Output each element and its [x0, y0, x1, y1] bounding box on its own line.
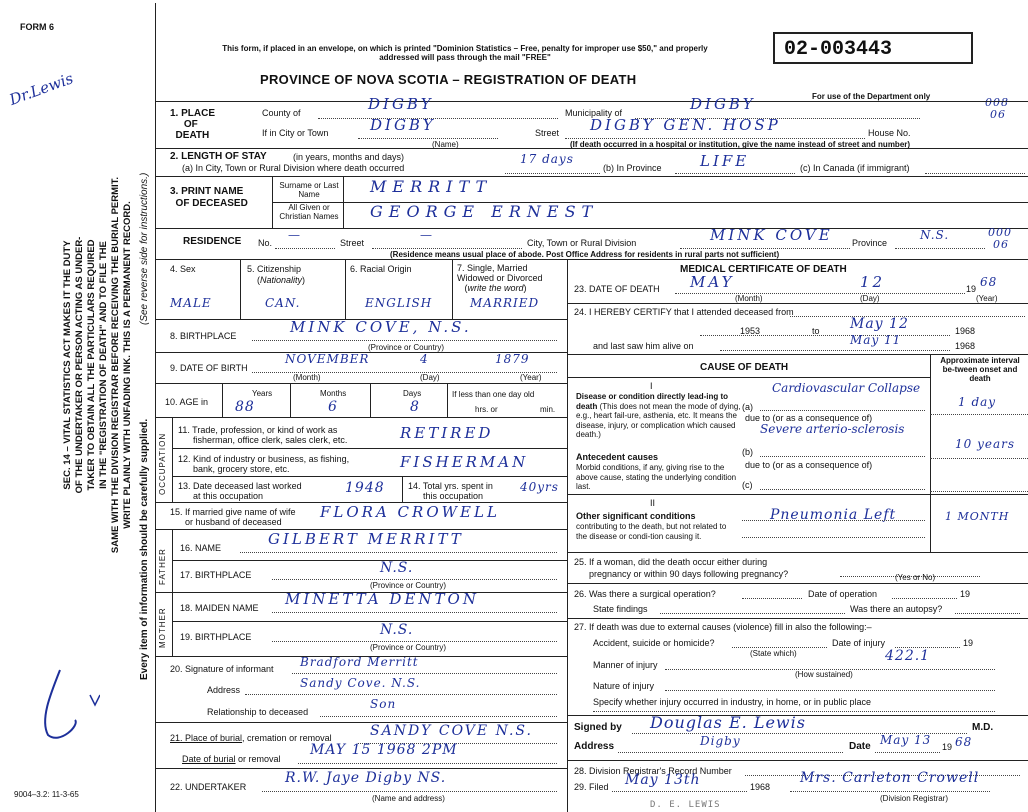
- date-of-death-label: 23. DATE OF DEATH: [574, 284, 660, 294]
- cause-a-label: (a): [742, 402, 753, 412]
- surname-value: MERRITT: [370, 177, 493, 196]
- registrar-signature: Mrs. Carleton Crowell: [800, 770, 980, 786]
- maiden-name-value: MINETTA DENTON: [285, 590, 479, 608]
- municipality-value: DIGBY: [690, 95, 756, 113]
- dod-year-prefix: 19: [966, 284, 977, 294]
- burial-date-label: Date of burial or removal: [182, 754, 281, 764]
- state-findings-label: State findings: [593, 604, 648, 614]
- every-item-note: Every item of information should be carefully supplied.: [139, 418, 150, 680]
- dob-day: 4: [420, 352, 429, 366]
- hrs-label: hrs. or: [475, 405, 498, 414]
- filed-year: 1968: [750, 782, 771, 792]
- filed-date: May 13th: [625, 772, 701, 788]
- burial-place-label: 21. Place of burial, cremation or removal: [170, 733, 332, 743]
- stay-a-value: 17 days: [520, 152, 574, 166]
- cause-heading: CAUSE OF DEATH: [700, 362, 789, 373]
- dob-year: 1879: [495, 352, 530, 366]
- initial-mark: [20, 665, 100, 755]
- residence-province-label: Province: [852, 238, 888, 248]
- dod-year: 68: [980, 275, 998, 289]
- father-birthplace-value: N.S.: [380, 560, 414, 576]
- length-of-stay-sub: (in years, months and days): [293, 152, 405, 162]
- burial-place-value: SANDY COVE N.S.: [370, 723, 533, 739]
- surname-label: Surname or Last Name: [279, 181, 339, 199]
- stay-c-label: (c) In Canada (if immigrant): [800, 163, 910, 173]
- city-label: If in City or Town: [262, 128, 329, 138]
- given-value: GEORGE ERNEST: [370, 202, 599, 221]
- dob-day-note: (Day): [420, 373, 440, 382]
- racial-label: 6. Racial Origin: [350, 264, 412, 274]
- dept-code: 06: [993, 238, 1009, 251]
- form-number: FORM 6: [20, 22, 55, 32]
- statute-notice: SEC. 14 – VITAL STATISTICS ACT MAKES IT THE DUTY OF THE UNDERTAKER OR PERSON ACTING AS UNDER- TAKER TO OBTAIN ALL THE PARTICULARS REQUIRED IN THE "REGISTRATION OF DEATH" AND TO FILE THE SAME WITH THE DIVISION REGISTRAR BEFORE RECEIVING THE BURIAL PERMIT. WRITE PLAINLY WITH UNFADING INK. THIS IS A PERMANENT RECORD.: [62, 176, 133, 554]
- industry-label: 12. Kind of industry or business, as fishing, bank, grocery store, etc.: [178, 454, 350, 474]
- mail-notice: This form, if placed in an envelope, on which is printed "Dominion Statistics – Free, penalty for improper use $50," and properly addressed will pass through the mail "FREE": [222, 44, 708, 62]
- occupation-vert-label: OCCUPATION: [158, 432, 167, 495]
- op-year: 19: [960, 589, 971, 599]
- dept-code: 008: [985, 96, 1009, 109]
- registration-number: 02-003443: [784, 38, 893, 61]
- interval-heading: Approximate interval be-tween onset and death: [940, 356, 1020, 383]
- marital-value: MARRIED: [470, 296, 540, 310]
- classification-code: 422.1: [885, 648, 931, 664]
- age-months-label: Months: [320, 389, 347, 398]
- state-which-note: (State which): [750, 649, 797, 658]
- signed-by-label: Signed by: [574, 722, 622, 733]
- marginal-signature: Dr.Lewis: [6, 69, 76, 109]
- informant-signature-value: Bradford Merritt: [300, 655, 419, 669]
- part-two: II: [650, 498, 656, 508]
- cause-b-value: Severe arterio-sclerosis: [760, 422, 905, 436]
- op-date-label: Date of operation: [808, 589, 878, 599]
- dod-month: MAY: [690, 273, 735, 291]
- dob-month-note: (Month): [293, 373, 321, 382]
- relationship-value: Son: [370, 697, 397, 711]
- interval-b: 10 years: [955, 437, 1016, 451]
- filed-label: 29. Filed: [574, 782, 609, 792]
- injury-year: 19: [963, 638, 974, 648]
- age-months-value: 6: [328, 399, 338, 415]
- age-label: 10. AGE in: [165, 397, 209, 407]
- surgery-label: 26. Was there a surgical operation?: [574, 589, 716, 599]
- mother-birthplace-note: (Province or Country): [370, 643, 447, 652]
- dept-use: For use of the Department only: [812, 92, 931, 101]
- yes-no-note: (Yes or No): [895, 573, 936, 582]
- trade-label: 11. Trade, profession, or kind of work as fisherman, office clerk, sales clerk, etc.: [178, 425, 348, 445]
- dept-code: 06: [990, 108, 1006, 121]
- medical-heading: MEDICAL CERTIFICATE OF DEATH: [680, 264, 847, 275]
- residence-no-value: —: [288, 228, 301, 242]
- last-worked-value: 1948: [345, 480, 385, 496]
- other-conditions-note: contributing to the death, but not related to the disease or condi-tion causing it.: [576, 522, 727, 541]
- dob-month: NOVEMBER: [285, 352, 370, 366]
- father-birthplace-note: (Province or Country): [370, 581, 447, 590]
- residence-note: (Residence means usual place of abode. Post Office Address for residents in rural parts not sufficient): [390, 250, 780, 259]
- interval-a: 1 day: [958, 395, 997, 409]
- form-title: PROVINCE OF NOVA SCOTIA – REGISTRATION OF DEATH: [260, 72, 637, 87]
- total-years-label: 14. Total yrs. spent in this occupation: [408, 481, 493, 501]
- accident-label: Accident, suicide or homicide?: [593, 638, 715, 648]
- stamp: D. E. LEWIS: [650, 800, 721, 810]
- hospital-note: (If death occurred in a hospital or institution, give the name instead of street and number): [570, 140, 911, 149]
- birthplace-note: (Province or Country): [368, 343, 445, 352]
- other-conditions-value: Pneumonia Left: [770, 507, 897, 523]
- municipality-label: Municipality of: [565, 108, 623, 118]
- antecedent-label: Antecedent causes: [576, 452, 659, 462]
- street-value: DIGBY GEN. HOSP: [590, 116, 781, 134]
- county-value: DIGBY: [368, 95, 434, 113]
- nature-label: Nature of injury: [593, 681, 655, 691]
- father-vert-label: FATHER: [158, 548, 167, 585]
- undertaker-label: 22. UNDERTAKER: [170, 782, 247, 792]
- length-of-stay-label: 2. LENGTH OF STAY: [170, 151, 267, 162]
- county-label: County of: [262, 108, 301, 118]
- certify-from-year: 1953: [740, 326, 761, 336]
- mother-vert-label: MOTHER: [158, 607, 167, 648]
- birthplace-value: MINK COVE, N.S.: [290, 318, 472, 336]
- dod-day: 12: [860, 273, 886, 291]
- residence-label: RESIDENCE: [183, 236, 242, 247]
- sig-address-label: Address: [574, 741, 615, 752]
- dod-month-note: (Month): [735, 294, 763, 303]
- sig-date-value: May 13: [880, 733, 932, 747]
- racial-value: ENGLISH: [365, 296, 433, 310]
- pregnancy-label: 25. If a woman, did the death occur either during pregnancy or within 90 days following pregnancy?: [574, 557, 789, 579]
- burial-date-value: MAY 15 1968 2PM: [310, 742, 458, 758]
- specify-label: Specify whether injury occurred in industry, in home, or in public place: [593, 697, 871, 707]
- given-label: All Given or Christian Names: [279, 203, 339, 221]
- certify-label: 24. I HEREBY CERTIFY that I attended deceased from: [574, 307, 794, 317]
- stay-b-value: LIFE: [700, 152, 750, 170]
- residence-province-value: N.S.: [920, 228, 950, 242]
- residence-street-value: —: [420, 228, 433, 242]
- md-label: M.D.: [972, 722, 994, 733]
- mother-birthplace-value: N.S.: [380, 622, 414, 638]
- dob-year-note: (Year): [520, 373, 542, 382]
- undertaker-note: (Name and address): [372, 794, 445, 803]
- manner-label: Manner of injury: [593, 660, 658, 670]
- cause-c-label: (c): [742, 480, 753, 490]
- dod-year-note: (Year): [976, 294, 998, 303]
- house-label: House No.: [868, 128, 911, 138]
- stay-b-label: (b) In Province: [603, 163, 662, 173]
- marital-label: 7. Single, Married Widowed or Divorced (write the word): [457, 263, 543, 293]
- part-one: I: [650, 381, 653, 391]
- sex-label: 4. Sex: [170, 264, 196, 274]
- residence-city-label: City, Town or Rural Division: [527, 238, 637, 248]
- sex-value: MALE: [170, 296, 212, 310]
- dob-label: 9. DATE OF BIRTH: [170, 363, 248, 373]
- record-number-label: 28. Division Registrar's Record Number: [574, 766, 732, 776]
- certify-to-year: 1968: [955, 326, 976, 336]
- city-value: DIGBY: [370, 116, 436, 134]
- last-saw-value: May 11: [850, 333, 902, 347]
- trade-value: RETIRED: [400, 424, 494, 442]
- total-years-value: 40yrs: [520, 480, 559, 494]
- maiden-name-label: 18. MAIDEN NAME: [180, 603, 259, 613]
- age-days-value: 8: [410, 399, 420, 415]
- citizenship-value: CAN.: [265, 296, 301, 310]
- dept-code: 000: [988, 226, 1012, 239]
- street-label: Street: [535, 128, 560, 138]
- age-years-label: Years: [252, 389, 273, 398]
- residence-street-label: Street: [340, 238, 365, 248]
- dod-day-note: (Day): [860, 294, 880, 303]
- informant-signature-label: 20. Signature of informant: [170, 664, 274, 674]
- registrar-note: (Division Registrar): [880, 794, 949, 803]
- due-to-1: due to (or as a consequence of): [745, 413, 873, 423]
- undertaker-value: R.W. Jaye Digby NS.: [285, 770, 447, 786]
- age-years-value: 88: [235, 399, 255, 415]
- relationship-label: Relationship to deceased: [207, 707, 309, 717]
- birthplace-label: 8. BIRTHPLACE: [170, 331, 237, 341]
- informant-address-value: Sandy Cove. N.S.: [300, 676, 421, 690]
- less-day-label: If less than one day old: [452, 390, 535, 399]
- citizenship-label: 5. Citizenship (Nationality): [247, 264, 306, 285]
- industry-value: FISHERMAN: [400, 453, 529, 471]
- cause-b-label: (b): [742, 447, 753, 457]
- how-sustained-note: (How sustained): [795, 670, 853, 679]
- name-note: (Name): [432, 140, 459, 149]
- antecedent-note: Morbid conditions, if any, giving rise to the above cause, stating the underlying condition last.: [576, 463, 737, 491]
- father-name-label: 16. NAME: [180, 543, 222, 553]
- sig-address-value: Digby: [700, 734, 741, 748]
- print-name-label: 3. PRINT NAME OF DECEASED: [170, 186, 248, 209]
- reverse-instructions: (See reverse side for instructions.): [139, 172, 150, 325]
- cause-a-value: Cardiovascular Collapse: [772, 381, 921, 395]
- last-saw-year: 1968: [955, 341, 976, 351]
- sig-date-year: 19: [942, 742, 953, 752]
- due-to-2: due to (or as a consequence of): [745, 460, 873, 470]
- certify-to-label: to: [812, 326, 820, 336]
- informant-address-label: Address: [207, 685, 241, 695]
- last-worked-label: 13. Date deceased last worked at this occupation: [178, 481, 302, 501]
- age-days-label: Days: [403, 389, 422, 398]
- sig-date-year-value: 68: [955, 735, 973, 749]
- mother-birthplace-label: 19. BIRTHPLACE: [180, 632, 252, 642]
- print-code: 9004–3.2: 11-3-65: [14, 790, 79, 799]
- last-saw-label: and last saw him alive on: [593, 341, 694, 351]
- certify-to-date: May 12: [850, 316, 909, 332]
- autopsy-label: Was there an autopsy?: [850, 604, 943, 614]
- min-label: min.: [540, 405, 556, 414]
- disease-label: Disease or condition directly lead-ing to death (This does not mean the mode of dying, e.g., heart fail-ure, asthenia, etc. It means the disease, injury, or complication which caused death.): [576, 392, 741, 439]
- father-birthplace-label: 17. BIRTHPLACE: [180, 570, 252, 580]
- external-causes-label: 27. If death was due to external causes (violence) fill in also the following:–: [574, 622, 872, 632]
- residence-city-value: MINK COVE: [710, 226, 833, 244]
- wife-label: 15. If married give name of wife or husband of deceased: [170, 507, 296, 527]
- injury-date-label: Date of injury: [832, 638, 886, 648]
- stay-a-label: (a) In City, Town or Rural Division where death occurred: [182, 163, 405, 173]
- wife-value: FLORA CROWELL: [320, 503, 500, 521]
- other-conditions-label: Other significant conditions: [576, 511, 696, 521]
- residence-no-label: No.: [258, 238, 273, 248]
- signed-by-value: Douglas E. Lewis: [650, 713, 806, 732]
- father-name-value: GILBERT MERRITT: [268, 530, 464, 548]
- place-of-death-label: 1. PLACE OF DEATH: [170, 108, 216, 141]
- other-interval: 1 MONTH: [945, 510, 1010, 523]
- sig-date-label: Date: [849, 741, 871, 752]
